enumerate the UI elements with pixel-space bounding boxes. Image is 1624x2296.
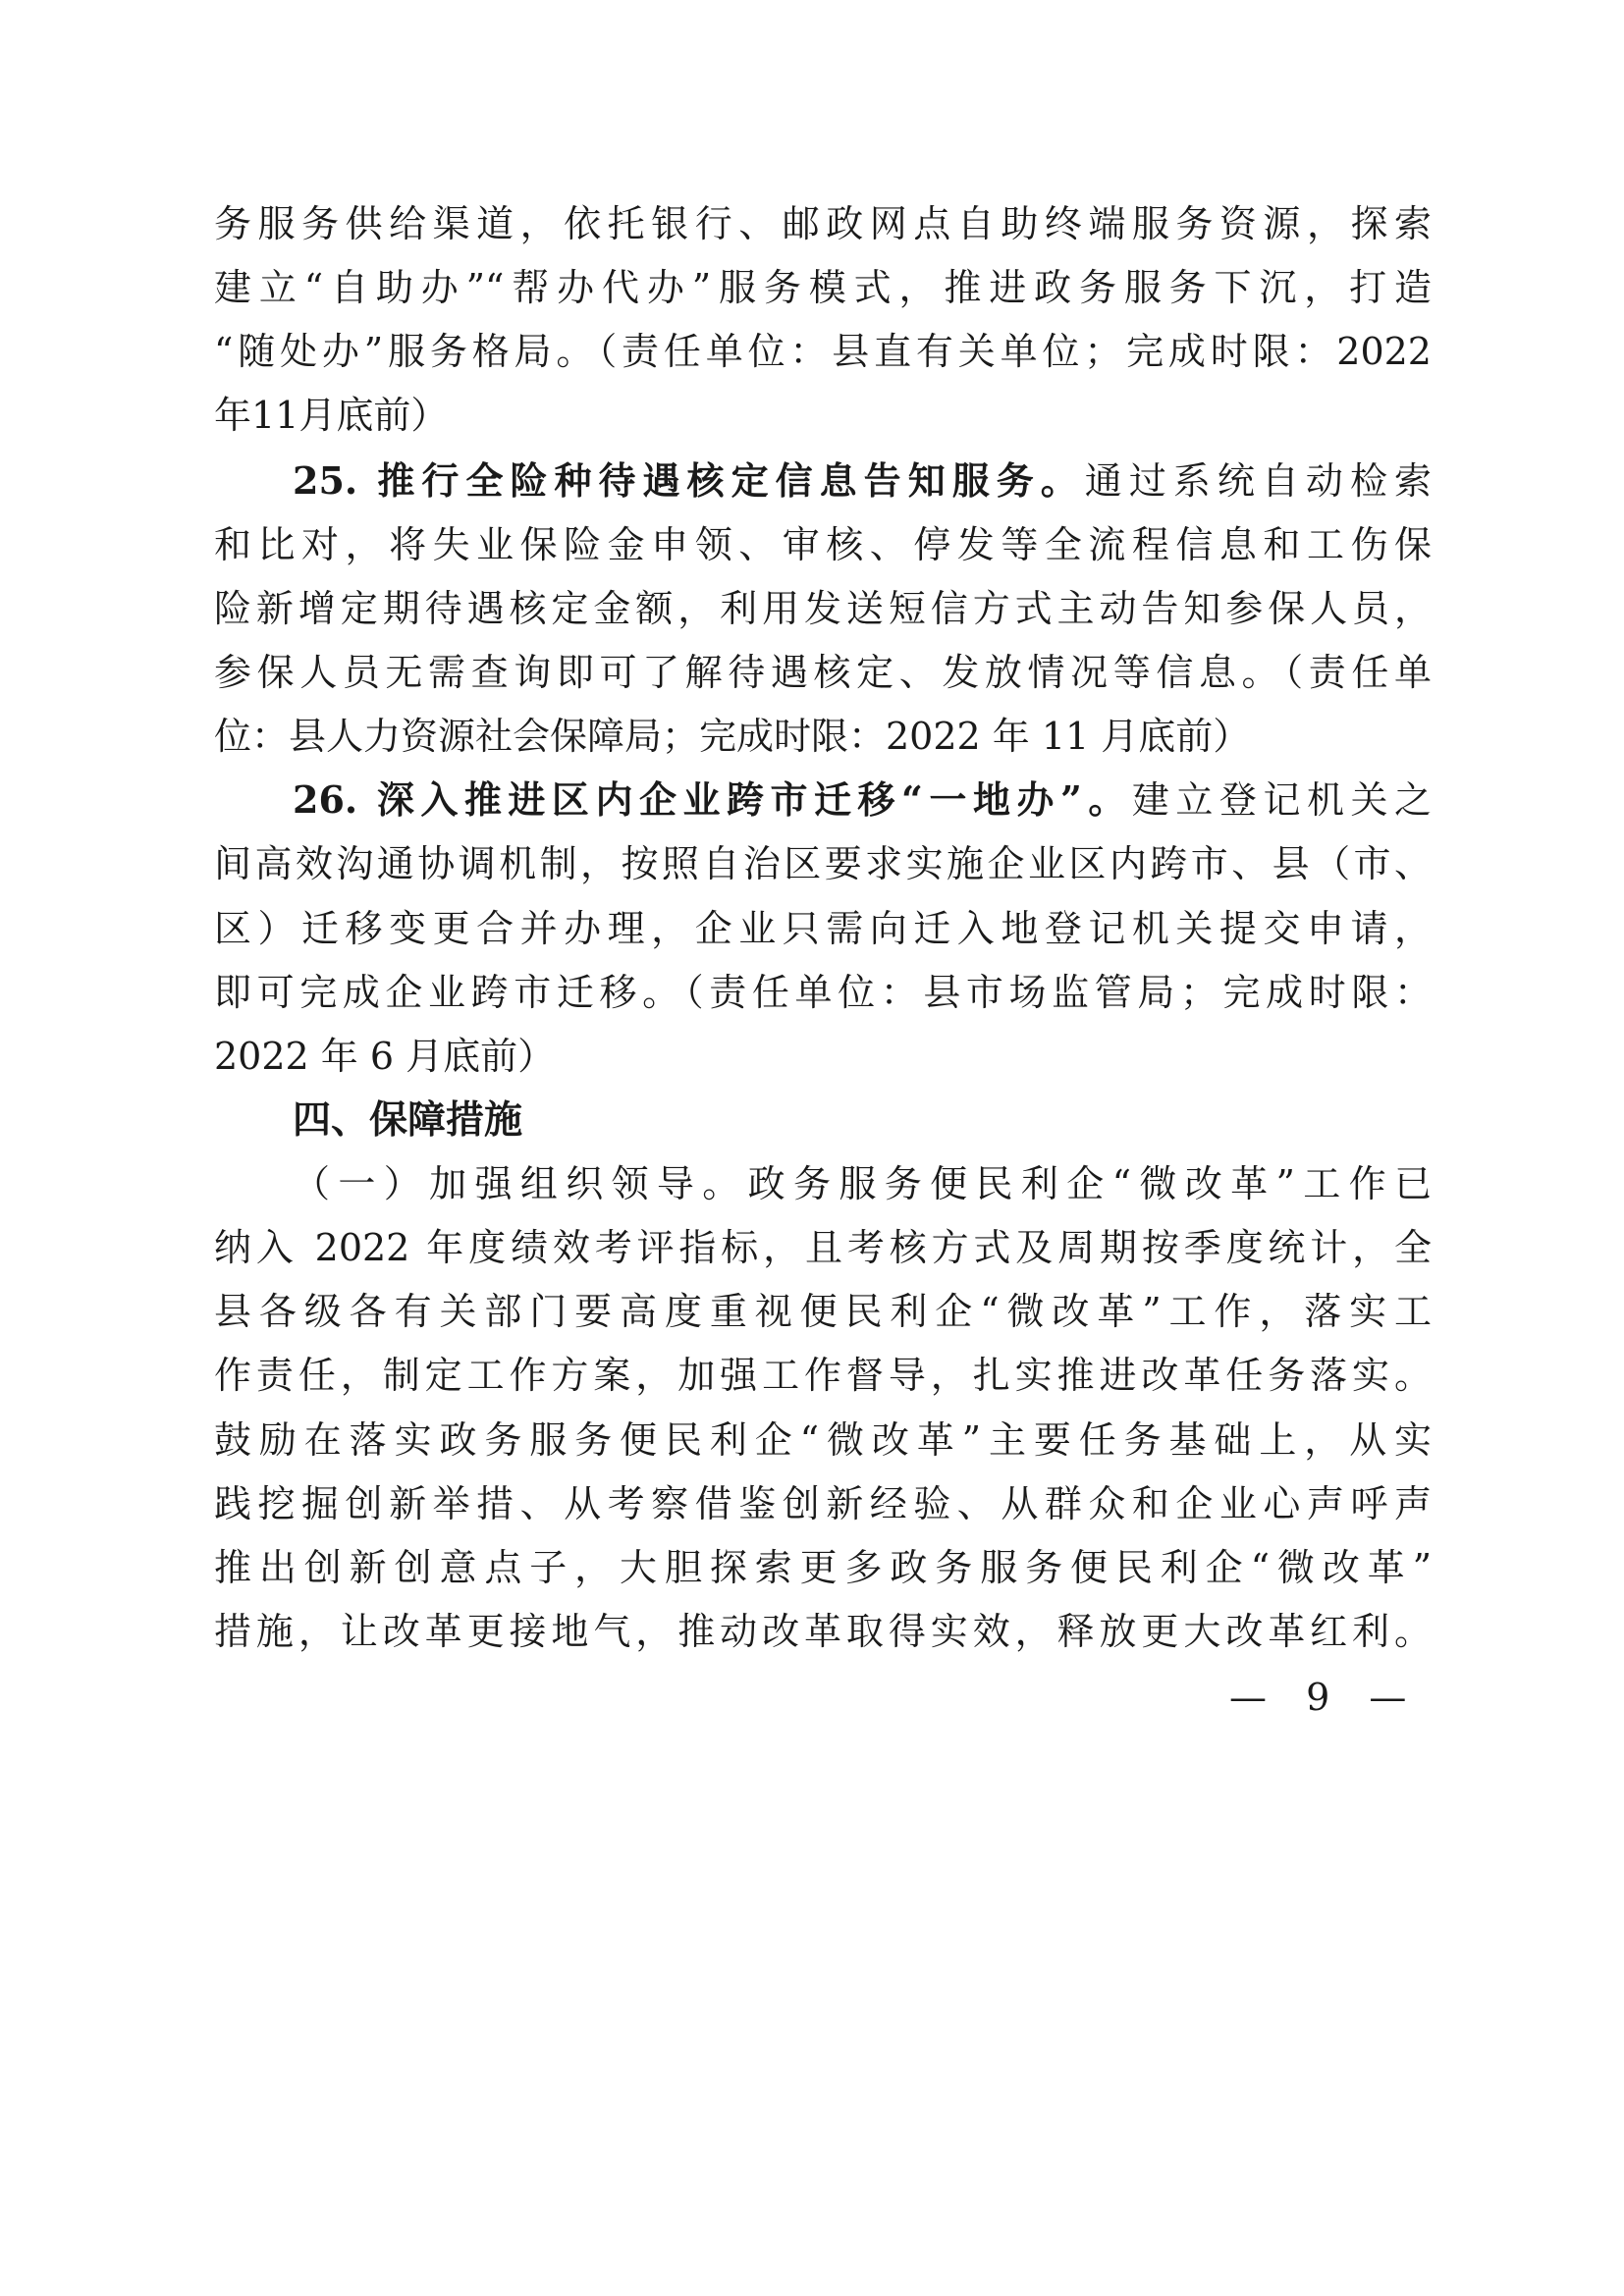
paragraph-line: 区）迁移变更合并办理，企业只需向迁入地登记机关提交申请，: [214, 906, 1432, 950]
paragraph-line: 险新增定期待遇核定金额，利用发送短信方式主动告知参保人员，: [214, 586, 1432, 630]
item-25-first-line: [293, 456, 1432, 506]
paragraph-line: 年11月底前）: [214, 394, 449, 438]
page-number: — 9 —: [1229, 1676, 1421, 1719]
paragraph-line: 2022 年 6 月底前）: [214, 1034, 556, 1078]
item-26-title: 26. 深入推进区内企业跨市迁移“一地办”。: [293, 777, 1132, 823]
paragraph-line: 鼓励在落实政务服务便民利企“微改革”主要任务基础上，从实: [214, 1417, 1432, 1462]
item-25-first-line-text: 通过系统自动检索: [1084, 458, 1432, 503]
paragraph-line: 和比对，将失业保险金申领、审核、停发等全流程信息和工伤保: [214, 522, 1432, 566]
paragraph-line: 建立“自助办”“帮办代办”服务模式，推进政务服务下沉，打造: [214, 266, 1432, 310]
paragraph-line: 间高效沟通协调机制，按照自治区要求实施企业区内跨市、县（市、: [214, 842, 1432, 886]
paragraph-line: 践挖掘创新举措、从考察借鉴创新经验、从群众和企业心声呼声: [214, 1481, 1432, 1525]
paragraph-line: 参保人员无需查询即可了解待遇核定、发放情况等信息。（责任单: [214, 651, 1432, 695]
paragraph-line: 务服务供给渠道，依托银行、邮政网点自助终端服务资源，探索: [214, 202, 1432, 245]
section-heading: 四、保障措施: [293, 1096, 523, 1143]
paragraph-line: （一）加强组织领导。政务服务便民利企“微改革”工作已: [293, 1162, 1432, 1206]
paragraph-line: 作责任，制定工作方案，加强工作督导，扎实推进改革任务落实。: [214, 1354, 1432, 1398]
item-26-first-line: [293, 775, 1432, 825]
paragraph-line: 推出创新创意点子，大胆探索更多政务服务便民利企“微改革”: [214, 1545, 1432, 1589]
item-26-first-line-text: 建立登记机关之: [1131, 778, 1432, 823]
paragraph-line: “随处办”服务格局。（责任单位：县直有关单位；完成时限：2022: [214, 330, 1432, 374]
paragraph-line: 县各级各有关部门要高度重视便民利企“微改革”工作，落实工: [214, 1290, 1432, 1334]
paragraph-line: 纳入 2022 年度绩效考评指标，且考核方式及周期按季度统计，全: [214, 1226, 1432, 1270]
paragraph-line: 即可完成企业跨市迁移。（责任单位：县市场监管局；完成时限：: [214, 970, 1432, 1014]
paragraph-line: 位：县人力资源社会保障局；完成时限：2022 年 11 月底前）: [214, 715, 1251, 759]
paragraph-line: 措施，让改革更接地气，推动改革取得实效，释放更大改革红利。: [214, 1609, 1432, 1653]
item-25-title: 25. 推行全险种待遇核定信息告知服务。: [293, 457, 1085, 503]
